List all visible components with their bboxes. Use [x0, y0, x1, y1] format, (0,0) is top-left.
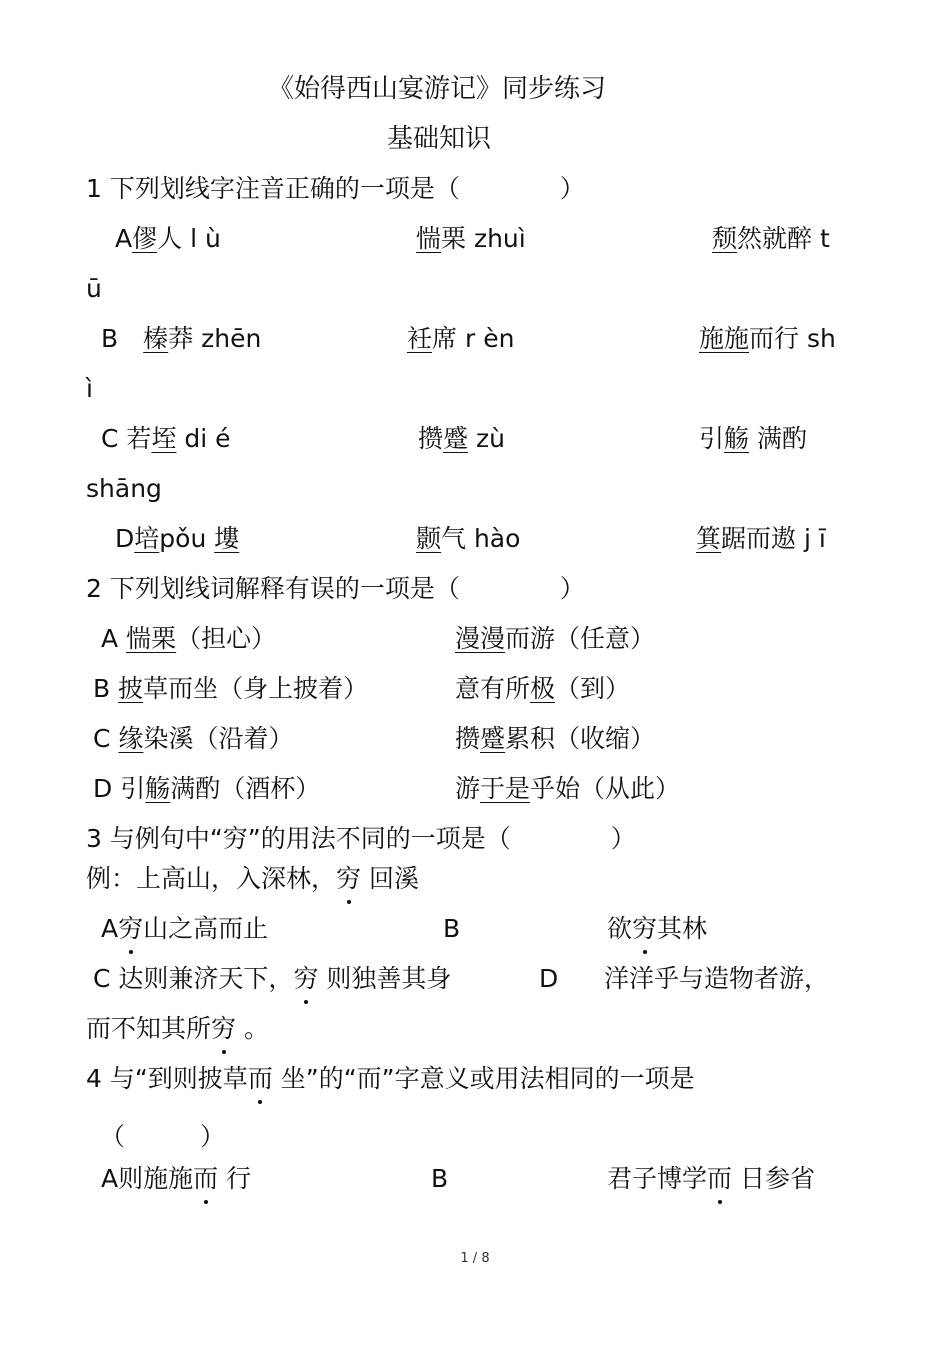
plain-text: 达则兼济天下，	[118, 964, 294, 993]
q4-option-a	[101, 1164, 251, 1194]
plain-text: 则独善其身	[326, 964, 452, 993]
q4-option-b-label: B	[431, 1164, 449, 1193]
underlined-word: 蹙	[480, 724, 506, 753]
q1-option-b-part1	[101, 324, 261, 354]
q4-answer-blank: （ ）	[100, 1122, 226, 1151]
q2-option-c-left	[93, 724, 293, 754]
underlined-word: 披	[118, 674, 144, 703]
underlined-char: 施施	[699, 324, 750, 353]
underlined-char: 榛	[143, 324, 169, 353]
pinyin-text: di é	[176, 424, 231, 453]
q1-option-a-part3	[712, 224, 830, 254]
q1-option-b-part3	[699, 324, 836, 354]
q3-example-sentence	[86, 864, 419, 894]
q2-option-d-left	[93, 774, 320, 804]
plain-text: 则施施	[118, 1164, 194, 1193]
underlined-char: 培	[134, 524, 160, 553]
pinyin-text: 人 l ù	[157, 224, 221, 253]
pinyin-text: zù	[468, 424, 505, 453]
q1-option-d-part2	[416, 524, 520, 554]
option-label: A	[115, 224, 133, 253]
underlined-char: 箕	[696, 524, 722, 553]
q1-option-c-continuation: shāng	[86, 474, 162, 503]
underlined-char: 垤	[151, 424, 177, 453]
q1-option-d-part1	[115, 524, 239, 554]
option-label: D	[93, 774, 113, 803]
dotted-char: 穷	[211, 1014, 237, 1043]
dotted-char: 而	[707, 1164, 733, 1193]
q1-option-a-continuation: ū	[86, 274, 102, 303]
option-label: D	[115, 524, 135, 553]
underlined-char: 颢	[416, 524, 442, 553]
underlined-char: 惴	[416, 224, 442, 253]
dotted-char: 而	[193, 1164, 219, 1193]
plain-text: 满酌	[749, 424, 807, 453]
option-label: C	[93, 724, 111, 753]
pinyin-text: 然就醉 t	[737, 224, 830, 253]
plain-text: （担心）	[176, 624, 277, 653]
option-label: A	[101, 624, 119, 653]
q2-option-b-right	[455, 674, 630, 704]
q2-option-c-right	[455, 724, 655, 754]
option-label: C	[93, 964, 111, 993]
q3-option-a	[101, 914, 268, 944]
plain-text: 引	[120, 774, 146, 803]
q3-option-d: 洋洋乎与造物者游，	[604, 964, 830, 993]
page-title: 《始得西山宴游记》同步练习	[268, 74, 607, 104]
underlined-word: 觞	[145, 774, 171, 803]
q3-option-b-label: B	[443, 914, 461, 943]
plain-text: 而不知其所	[86, 1014, 212, 1043]
plain-text: 草而坐（身上披着）	[143, 674, 369, 703]
q2-option-d-right	[455, 774, 680, 804]
pinyin-text: 踞而遨 j ī	[721, 524, 826, 553]
underlined-word: 漫漫	[455, 624, 506, 653]
section-heading: 基础知识	[387, 124, 492, 154]
plain-text: 欲	[607, 914, 633, 943]
dotted-char: 穷	[118, 914, 144, 943]
plain-text: 乎始（从此）	[530, 774, 681, 803]
q2-option-a-right	[455, 624, 655, 654]
plain-text: 游	[455, 774, 481, 803]
q4-option-b	[607, 1164, 815, 1194]
plain-text: 其林	[657, 914, 708, 943]
plain-text: （到）	[555, 674, 631, 703]
option-label: C	[101, 424, 119, 453]
plain-text: 满酌（酒杯）	[170, 774, 321, 803]
q1-option-a-part2	[416, 224, 526, 254]
q2-option-b-left	[93, 674, 368, 704]
plain-text: 。	[243, 1014, 269, 1043]
plain-text: 回溪	[368, 864, 419, 893]
underlined-word: 极	[530, 674, 556, 703]
plain-text: 君子博学	[607, 1164, 708, 1193]
plain-text: 山之高而止	[143, 914, 269, 943]
dotted-char: 而	[247, 1064, 273, 1093]
question-2-stem: 2 下列划线词解释有误的一项是（ ）	[86, 574, 585, 603]
plain-text: 染溪（沿着）	[143, 724, 294, 753]
underlined-char: 塿	[214, 524, 240, 553]
pinyin-text: 而行 sh	[749, 324, 836, 353]
plain-char: 引	[699, 424, 725, 453]
q3-option-d-label: D	[539, 964, 559, 993]
page-number: 1 / 8	[460, 1251, 490, 1266]
q3-option-b	[607, 914, 707, 944]
underlined-char: 觞	[724, 424, 750, 453]
pinyin-text: 气 hào	[441, 524, 521, 553]
underlined-word: 惴栗	[126, 624, 177, 653]
q1-option-b-part2	[407, 324, 514, 354]
plain-text: 行	[226, 1164, 252, 1193]
q1-option-d-part3	[696, 524, 826, 554]
q1-option-b-continuation: ì	[86, 374, 93, 403]
pinyin-text: 栗 zhuì	[441, 224, 526, 253]
underlined-char: 衽	[407, 324, 433, 353]
option-label: A	[101, 1164, 119, 1193]
q1-option-c-part3	[699, 424, 807, 454]
plain-text: 例：上高山，入深林，	[86, 864, 337, 893]
plain-text: 坐”的“而”字意义或用法相同的一项是	[280, 1064, 695, 1093]
underlined-word: 于是	[480, 774, 531, 803]
underlined-word: 缘	[118, 724, 144, 753]
question-1-stem: 1 下列划线字注音正确的一项是（ ）	[86, 174, 585, 203]
plain-text: 攒	[455, 724, 481, 753]
option-label: A	[101, 914, 119, 943]
underlined-char: 颓	[712, 224, 738, 253]
plain-char: 攒	[418, 424, 444, 453]
q2-option-a-left	[101, 624, 276, 654]
dotted-char: 穷	[632, 914, 658, 943]
plain-char: 若	[126, 424, 152, 453]
plain-text: 意有所	[455, 674, 531, 703]
underlined-char: 僇	[132, 224, 158, 253]
option-label: B	[101, 324, 119, 353]
q1-option-c-part2	[418, 424, 505, 454]
dotted-char: 穷	[293, 964, 319, 993]
plain-text: 累积（收缩）	[505, 724, 656, 753]
q1-option-a-part1	[115, 224, 221, 254]
dotted-char: 穷	[336, 864, 362, 893]
plain-text: 4 与“到则披草	[86, 1064, 248, 1093]
option-label: B	[93, 674, 111, 703]
plain-text: 而游（任意）	[505, 624, 656, 653]
question-3-stem: 3 与例句中“穷”的用法不同的一项是（ ）	[86, 824, 636, 853]
q3-option-c	[93, 964, 451, 994]
question-4-stem	[86, 1064, 695, 1094]
pinyin-text: pǒu	[159, 524, 215, 553]
pinyin-text: 莽 zhēn	[168, 324, 262, 353]
q1-option-c-part1	[101, 424, 231, 454]
pinyin-text: 席 r èn	[432, 324, 515, 353]
q3-option-d-continuation	[86, 1014, 269, 1044]
plain-text: 日参省	[739, 1164, 815, 1193]
underlined-char: 蹙	[443, 424, 469, 453]
